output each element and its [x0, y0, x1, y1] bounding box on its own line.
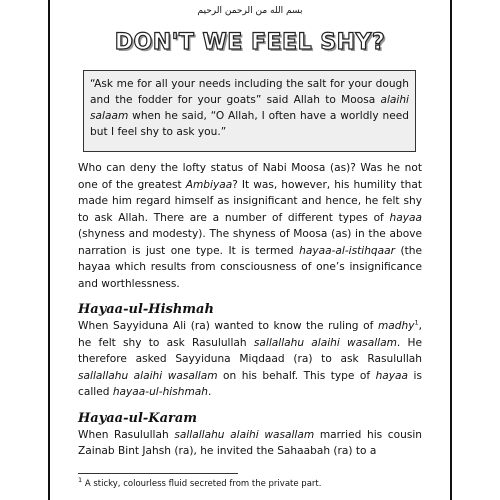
hishmah-italic-salutation-1: sallallahu alaihi wasallam: [253, 336, 397, 349]
footnote: [78, 476, 422, 489]
spacer: [78, 292, 422, 302]
karam-text-1: When Rasulullah: [78, 428, 175, 441]
article-body: [78, 160, 422, 460]
hishmah-paragraph: [78, 318, 422, 401]
intro-italic-istihqaar: hayaa-al-istihqaar: [299, 244, 395, 257]
karam-text-2: married his cousin Zainab Bint Jahsh (ra), he invited the Sahaabah (ra) to a: [78, 428, 423, 457]
footnote-divider: [78, 473, 238, 474]
intro-text-4: (the hayaa which results from consciousness of one’s insignificance and worthlessness.: [78, 244, 423, 290]
intro-italic-ambiyaa: Ambiyaa: [185, 178, 233, 191]
hishmah-text-4: on his behalf. This type of: [217, 369, 376, 382]
quote-text-end: when he said, “O Allah, I often have a worldly need but I feel shy to ask you.”: [90, 110, 409, 138]
page-title: DON'T WE FEEL SHY?: [114, 30, 386, 55]
quote-text: “Ask me for all your needs including the salt for your dough and the fodder for your goats” said Allah to Moosa: [90, 78, 409, 106]
quote-italic: alaihi salaam: [90, 94, 409, 122]
hishmah-italic-hayaa: hayaa: [375, 369, 409, 382]
hishmah-text-3: . He therefore asked Sayyiduna Miqdaad (ra) to ask Rasulullah: [78, 336, 423, 365]
intro-text-1: Who can deny the lofty status of Nabi Moosa (as)? Was he not one of the greatest: [78, 162, 422, 191]
intro-paragraph: [78, 160, 422, 292]
hishmah-italic-madhy: madhy: [377, 320, 415, 332]
footnote-marker: 1: [78, 476, 83, 485]
intro-italic-hayaa: hayaa: [389, 211, 422, 224]
hishmah-text-2: , he felt shy to ask Rasulullah: [78, 320, 422, 349]
footnote-reference: 1: [414, 318, 419, 327]
spacer: [78, 401, 422, 411]
hishmah-italic-term: hayaa-ul-hishmah: [112, 386, 208, 398]
hishmah-italic-salutation-2: sallallahu alaihi wasallam: [78, 369, 218, 382]
hishmah-text-5: is called: [78, 369, 422, 398]
quote-box: [83, 70, 416, 152]
karam-italic-salutation: sallallahu alaihi wasallam: [174, 428, 315, 441]
bismillah-header: بسم الله من الرحمن الرحيم: [197, 6, 303, 16]
hishmah-text-6: .: [208, 386, 212, 398]
intro-text-3: (shyness and modesty). The shyness of Moosa (as) in the above narration is just one type. It is termed: [78, 228, 422, 257]
hishmah-text-1: When Sayyiduna Ali (ra) wanted to know the ruling of: [78, 320, 378, 332]
intro-text-2: ? It was, however, his humility that made him regard himself as insignificant and hence, he felt shy to ask Allah. There are a number of different types of: [78, 178, 422, 224]
section-heading-hishmah: Hayaa-ul-Hishmah: [78, 302, 214, 317]
section-heading-karam: Hayaa-ul-Karam: [78, 410, 198, 426]
footnote-text: A sticky, colourless fluid secreted from the private part.: [82, 479, 322, 489]
karam-paragraph: [78, 427, 422, 460]
